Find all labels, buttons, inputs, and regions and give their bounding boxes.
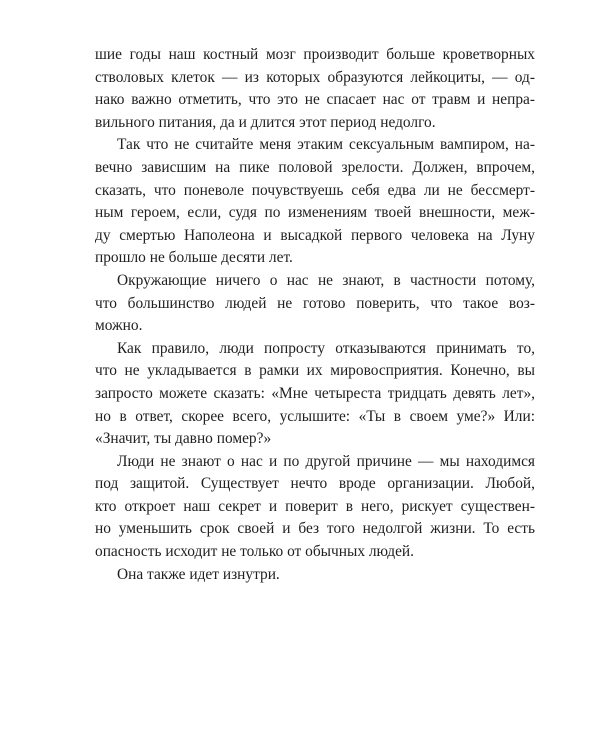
- text-line: Так что не считайте меня этаким сексуальным вампиром, на-: [117, 136, 535, 154]
- paragraph-6: [95, 564, 535, 587]
- text-line: вильного питания, да и длится этот период недолго.: [95, 113, 436, 131]
- text-line: но в ответ, скорее всего, услышите: «Ты в своем уме?» Или:: [95, 407, 535, 425]
- text-line: ду смертью Наполеона и высадкой первого человека на Луну: [95, 226, 535, 244]
- text-line: шие годы наш костный мозг производит больше кроветворных: [95, 46, 535, 63]
- text-line: прошло не больше десяти лет.: [95, 249, 293, 267]
- text-line: «Значит, ты давно помер?»: [95, 430, 272, 448]
- paragraph-2: [95, 134, 535, 270]
- text-line: Окружающие ничего о нас не знают, в частности потому,: [117, 271, 535, 289]
- body-text: [95, 44, 535, 586]
- text-line: нако важно отметить, что это не спасает нас от травм и непра-: [95, 91, 535, 109]
- text-line: кто откроет наш секрет и поверит в него, рискует существен-: [95, 497, 535, 515]
- paragraph-1: [95, 44, 535, 134]
- paragraph-3: [95, 270, 535, 338]
- text-line: под защитой. Существует нечто вроде организации. Любой,: [95, 475, 535, 493]
- text-line: что не укладывается в рамки их мировосприятия. Конечно, вы: [95, 362, 535, 380]
- text-line: сказать, что поневоле почувствуешь себя едва ли не бессмерт-: [95, 181, 535, 199]
- text-line: Она также идет изнутри.: [117, 565, 280, 583]
- text-line: Как правило, люди попросту отказываются принимать то,: [117, 339, 535, 357]
- text-line: стволовых клеток — из которых образуются лейкоциты, — од-: [95, 68, 535, 86]
- text-line: ным героем, если, судя по изменениям твоей внешности, меж-: [95, 204, 535, 222]
- text-line: запросто можете сказать: «Мне четыреста тридцать девять лет»,: [95, 384, 535, 402]
- paragraph-4: [95, 338, 535, 451]
- text-line: Люди не знают о нас и по другой причине — мы находимся: [117, 452, 535, 470]
- text-line: но уменьшить срок своей и без того недолгой жизни. То есть: [95, 520, 535, 538]
- text-line: что большинство людей не готово поверить, что такое воз-: [95, 294, 535, 312]
- text-line: опасность исходит не только от обычных людей.: [95, 543, 415, 561]
- text-line: вечно зависшим на пике половой зрелости. Должен, впрочем,: [95, 158, 535, 176]
- paragraph-5: [95, 451, 535, 564]
- text-line: можно.: [95, 317, 143, 335]
